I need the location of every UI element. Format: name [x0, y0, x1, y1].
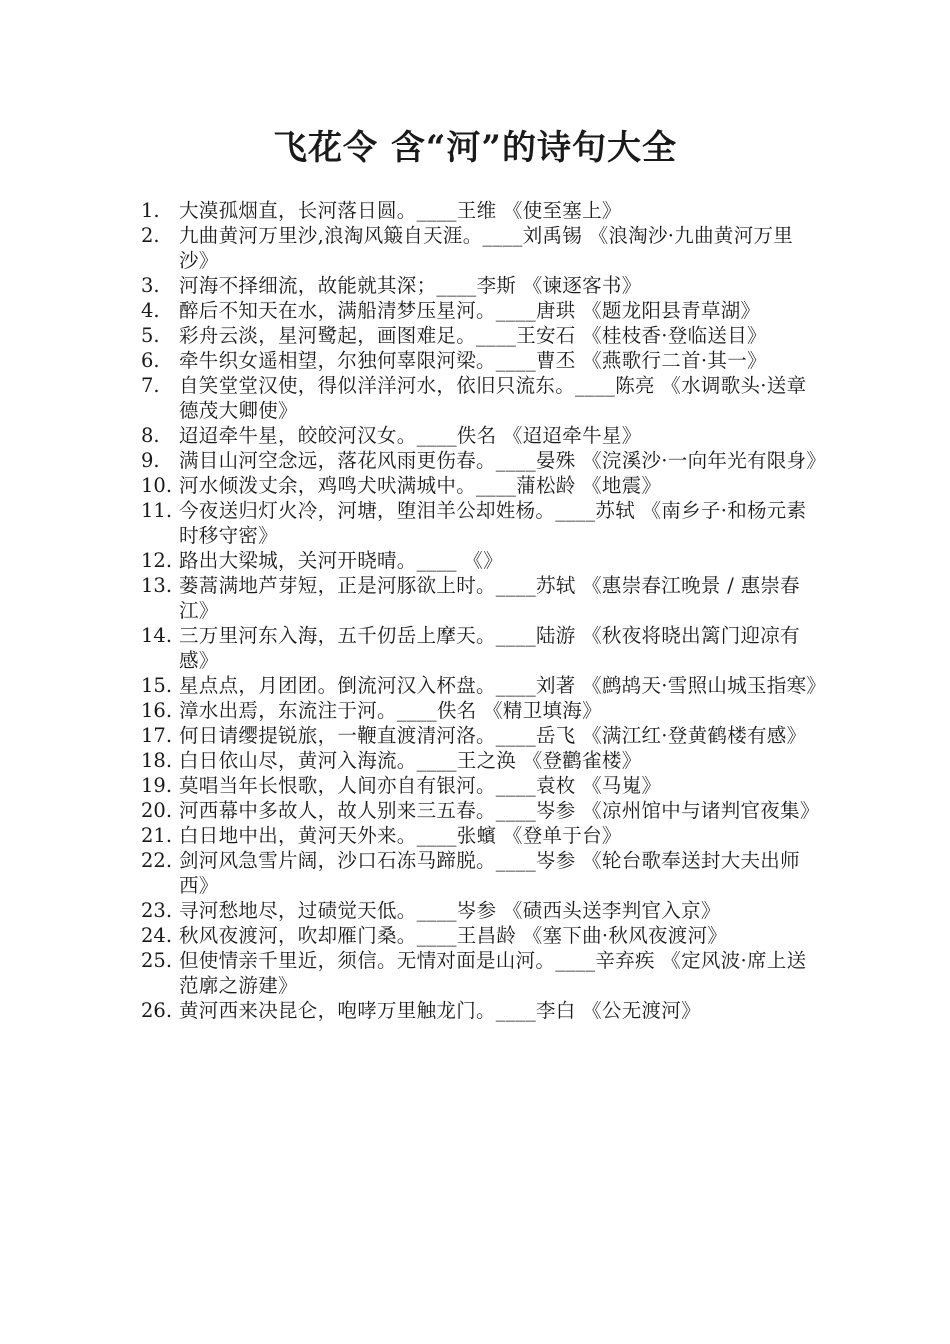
list-item — [141, 423, 821, 448]
poem-line: 河西幕中多故人，故人别来三五春。____岑参 《凉州馆中与诸判官夜集》 — [179, 799, 820, 822]
list-item — [141, 573, 821, 623]
poem-line: 彩舟云淡，星河鹭起，画图难足。____王安石 《桂枝香·登临送目》 — [179, 324, 767, 347]
list-item-number: 5. — [141, 324, 160, 347]
list-item — [141, 198, 821, 223]
list-item-number: 7. — [141, 374, 160, 397]
poem-line: 黄河西来决昆仑，咆哮万里触龙门。____李白 《公无渡河》 — [179, 999, 701, 1022]
list-item — [141, 998, 821, 1023]
list-item-number: 10. — [141, 474, 173, 497]
list-item-number: 6. — [141, 349, 160, 372]
poem-line: 路出大梁城，关河开晓晴。____ 《》 — [179, 549, 503, 572]
list-item-number: 26. — [141, 999, 173, 1022]
list-item — [141, 948, 821, 998]
poem-line: 蒌蒿满地芦芽短，正是河豚欲上时。____苏轼 《惠崇春江晚景 / 惠崇春江》 — [179, 574, 800, 622]
list-item — [141, 748, 821, 773]
poem-line: 寻河愁地尽，过碛觉天低。____岑参 《碛西头送李判官入京》 — [179, 899, 721, 922]
list-item — [141, 898, 821, 923]
poem-line: 漳水出焉，东流注于河。____佚名 《精卫填海》 — [179, 699, 602, 722]
list-item-number: 20. — [141, 799, 173, 822]
poem-line: 秋风夜渡河，吹却雁门桑。____王昌龄 《塞下曲·秋风夜渡河》 — [179, 924, 728, 947]
list-item — [141, 273, 821, 298]
list-item — [141, 473, 821, 498]
list-item-number: 19. — [141, 774, 173, 797]
poem-line: 自笑堂堂汉使，得似洋洋河水，依旧只流东。____陈亮 《水调歌头·送章德茂大卿使》 — [179, 374, 807, 422]
list-item — [141, 348, 821, 373]
list-item — [141, 223, 821, 273]
poem-line: 今夜送归灯火冷，河塘，堕泪羊公却姓杨。____苏轼 《南乡子·和杨元素时移守密》 — [179, 499, 807, 547]
list-item-number: 18. — [141, 749, 173, 772]
list-item — [141, 548, 821, 573]
poem-line: 白日依山尽，黄河入海流。____王之涣 《登鹳雀楼》 — [179, 749, 642, 772]
poem-line: 何日请缨提锐旅，一鞭直渡清河洛。____岳飞 《满江红·登黄鹤楼有感》 — [179, 724, 807, 747]
list-item-number: 12. — [141, 549, 173, 572]
list-item-number: 15. — [141, 674, 173, 697]
poem-line: 河海不择细流，故能就其深；____李斯 《谏逐客书》 — [179, 274, 642, 297]
poem-line: 牵牛织女遥相望，尔独何辜限河梁。____曹丕 《燕歌行二首·其一》 — [179, 349, 767, 372]
poem-line: 大漠孤烟直，长河落日圆。____王维 《使至塞上》 — [179, 199, 622, 222]
list-item — [141, 723, 821, 748]
page-title: 飞花令 含“河”的诗句大全 — [273, 128, 677, 168]
list-item-number: 24. — [141, 924, 173, 947]
poem-line: 白日地中出，黄河天外来。____张蠙 《登单于台》 — [179, 824, 622, 847]
poem-line: 九曲黄河万里沙,浪淘风簸自天涯。____刘禹锡 《浪淘沙·九曲黄河万里沙》 — [179, 224, 794, 272]
list-item-number: 1. — [141, 199, 160, 222]
list-item — [141, 623, 821, 673]
list-item-number: 14. — [141, 624, 173, 647]
list-item — [141, 373, 821, 423]
list-item — [141, 498, 821, 548]
poem-line: 星点点，月团团。倒流河汉入杯盘。____刘著 《鹧鸪天·雪照山城玉指寒》 — [179, 674, 827, 697]
list-item-number: 21. — [141, 824, 173, 847]
list-item — [141, 823, 821, 848]
list-item-number: 16. — [141, 699, 173, 722]
list-item — [141, 698, 821, 723]
list-item-number: 23. — [141, 899, 173, 922]
list-item-number: 9. — [141, 449, 160, 472]
list-item-number: 4. — [141, 299, 160, 322]
list-item — [141, 773, 821, 798]
list-item-number: 13. — [141, 574, 173, 597]
list-item-number: 22. — [141, 849, 173, 872]
list-item — [141, 848, 821, 898]
poem-line: 三万里河东入海，五千仞岳上摩天。____陆游 《秋夜将晓出篱门迎凉有感》 — [179, 624, 800, 672]
list-item-number: 17. — [141, 724, 173, 747]
list-item-number: 3. — [141, 274, 160, 297]
poem-line: 剑河风急雪片阔，沙口石冻马蹄脱。____岑参 《轮台歌奉送封大夫出师西》 — [179, 849, 800, 897]
list-item — [141, 448, 827, 473]
poem-line: 河水倾泼丈余，鸡鸣犬吠满城中。____蒲松龄 《地震》 — [179, 474, 662, 497]
list-item — [141, 923, 821, 948]
list-item — [141, 323, 821, 348]
poem-list — [141, 198, 827, 1023]
list-item — [141, 673, 827, 698]
list-item-number: 2. — [141, 224, 160, 247]
list-item-number: 11. — [141, 499, 173, 522]
list-item-number: 8. — [141, 424, 160, 447]
poem-line: 但使情亲千里近，须信。无情对面是山河。____辛弃疾 《定风波·席上送范廓之游建》 — [179, 949, 807, 997]
list-item — [141, 798, 821, 823]
poem-line: 迢迢牵牛星，皎皎河汉女。____佚名 《迢迢牵牛星》 — [179, 424, 642, 447]
poem-line: 醉后不知天在水，满船清梦压星河。____唐珙 《题龙阳县青草湖》 — [179, 299, 761, 322]
poem-line: 莫唱当年长恨歌，人间亦自有银河。____袁枚 《马嵬》 — [179, 774, 662, 797]
poem-line: 满目山河空念远，落花风雨更伤春。____晏殊 《浣溪沙·一向年光有限身》 — [179, 449, 827, 472]
list-item-number: 25. — [141, 949, 173, 972]
list-item — [141, 298, 821, 323]
